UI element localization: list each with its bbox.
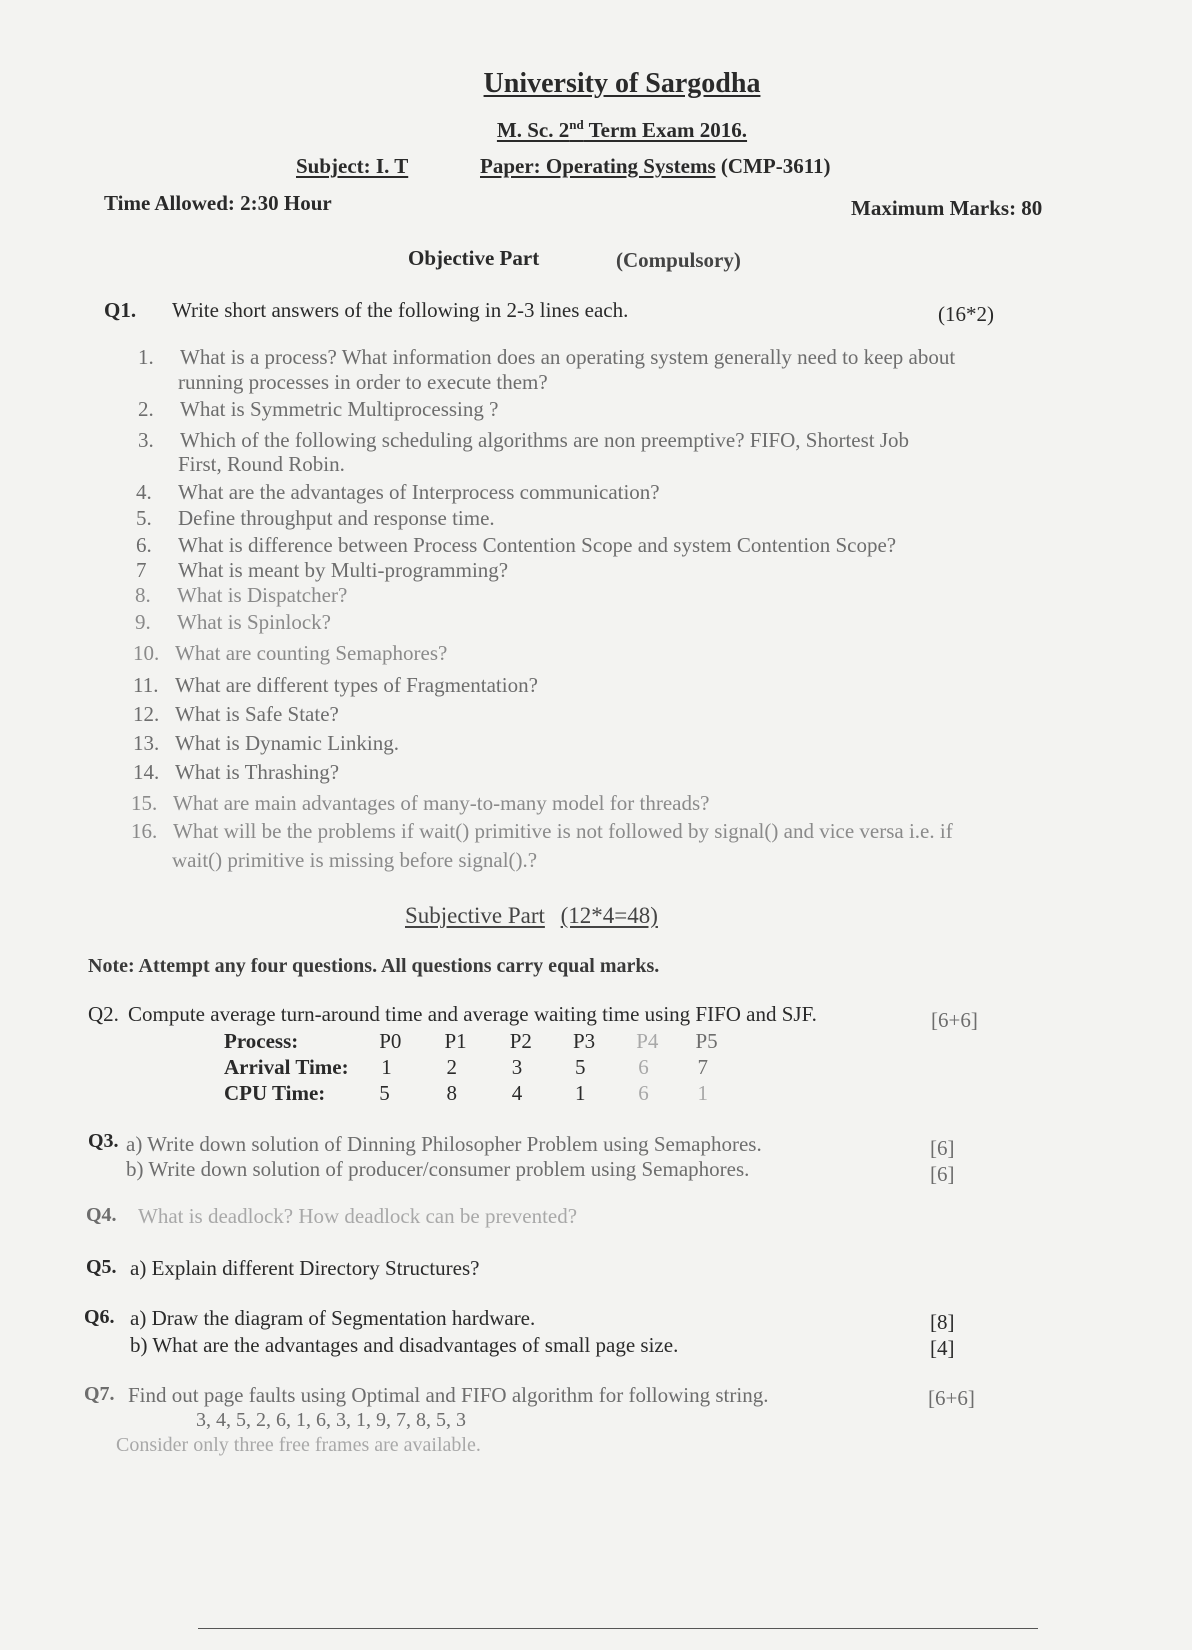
table-cell: 8 (446, 1081, 457, 1105)
subjective-title: Subjective Part (405, 903, 545, 928)
row-label: CPU Time: (224, 1081, 326, 1105)
list-item (138, 428, 909, 453)
paper-label: Paper: Operating Systems (480, 154, 716, 178)
item-number: 2. (138, 397, 154, 421)
subjective-marks: (12*4=48) (560, 903, 658, 928)
list-item (135, 610, 331, 635)
list-item (136, 533, 896, 558)
item-number: 16. (131, 819, 158, 843)
university-title: University of Sargodha (483, 68, 761, 99)
max-marks: Maximum Marks: 80 (851, 196, 1043, 220)
item-text: Which of the following scheduling algorithms are non preemptive? FIFO, Shortest Job (180, 428, 910, 452)
list-item (133, 673, 538, 698)
table-cell: P0 (379, 1029, 402, 1053)
exam-prefix: M. Sc. 2 (496, 118, 570, 142)
subjective-heading (405, 903, 658, 929)
table-cell: 7 (697, 1055, 708, 1079)
list-item (133, 731, 399, 756)
exam-title (0, 117, 1192, 143)
item-number: 14. (133, 760, 160, 784)
q7-marks: [6+6] (928, 1386, 975, 1410)
item-number: 11. (133, 673, 159, 697)
process-table (224, 1029, 738, 1107)
q5-text: a) Explain different Directory Structures? (130, 1256, 480, 1280)
q3-b-marks: [6] (930, 1162, 955, 1186)
q6-b-marks: [4] (930, 1336, 955, 1360)
item-number: 5. (136, 506, 152, 530)
item-text: What is meant by Multi-programming? (178, 558, 509, 582)
item-text: What is Dispatcher? (177, 583, 348, 607)
item-number: 9. (135, 610, 151, 634)
item-number: 6. (136, 533, 152, 557)
item-text: What is Dynamic Linking. (175, 731, 399, 755)
q6-a-text: a) Draw the diagram of Segmentation hardware. (130, 1306, 536, 1330)
item-text: What is Thrashing? (175, 760, 340, 784)
table-row (224, 1029, 738, 1055)
q4-label: Q4. (86, 1204, 117, 1226)
table-cell: 1 (575, 1081, 586, 1105)
table-cell: 1 (381, 1055, 392, 1079)
table-cell: P5 (695, 1029, 718, 1053)
item-text: What are counting Semaphores? (175, 641, 448, 665)
q2-label: Q2. (88, 1002, 119, 1026)
table-cell: 6 (638, 1055, 649, 1079)
footer-divider (198, 1628, 1038, 1629)
q2-marks: [6+6] (931, 1008, 978, 1032)
subjective-note: Note: Attempt any four questions. All questions carry equal marks. (88, 955, 660, 977)
item-number: 4. (136, 480, 152, 504)
objective-note: (Compulsory) (616, 248, 741, 272)
q1-text: Write short answers of the following in 2-3 lines each. (172, 298, 629, 322)
q6-b-text: b) What are the advantages and disadvantages of small page size. (130, 1333, 679, 1357)
item-text: What are main advantages of many-to-many model for threads? (173, 791, 710, 815)
list-item (138, 397, 498, 422)
table-cell: P4 (636, 1029, 659, 1053)
table-cell: P2 (509, 1029, 532, 1053)
item-text: Define throughput and response time. (178, 506, 495, 530)
table-cell: 6 (638, 1081, 649, 1105)
paper-line (480, 154, 831, 179)
row-label: Arrival Time: (224, 1055, 349, 1079)
objective-title: Objective Part (408, 246, 540, 270)
list-item (131, 791, 709, 816)
item-text: What are the advantages of Interprocess communication? (178, 480, 660, 504)
q2-text: Compute average turn-around time and average waiting time using FIFO and SJF. (128, 1002, 817, 1026)
q4-text: What is deadlock? How deadlock can be prevented? (138, 1204, 578, 1228)
item-text: What is Spinlock? (177, 610, 331, 634)
item-number: 1. (138, 345, 154, 369)
item-number: 10. (133, 641, 160, 665)
q6-a-marks: [8] (930, 1310, 955, 1334)
q3-a-text: a) Write down solution of Dinning Philosopher Problem using Semaphores. (126, 1132, 762, 1156)
q3-label: Q3. (88, 1130, 119, 1152)
table-cell: 3 (511, 1055, 523, 1079)
item-number: 15. (131, 791, 158, 815)
list-item (136, 558, 508, 583)
item-text: What is Safe State? (175, 702, 339, 726)
exam-suffix: Term Exam 2016. (583, 118, 748, 142)
q1-label: Q1. (104, 298, 137, 322)
item-number: 12. (133, 702, 160, 726)
list-item-continuation: wait() primitive is missing before signal().? (172, 848, 538, 872)
item-number: 13. (133, 731, 160, 755)
item-number: 7 (136, 558, 147, 582)
item-text: What are different types of Fragmentation? (175, 673, 538, 697)
q3-b-text: b) Write down solution of producer/consumer problem using Semaphores. (126, 1157, 750, 1181)
item-number: 3. (138, 428, 154, 452)
paper-code: (CMP-3611) (720, 154, 831, 178)
item-text: What is difference between Process Contention Scope and system Contention Scope? (178, 533, 897, 557)
table-cell: P1 (444, 1029, 467, 1053)
list-item (131, 819, 953, 844)
list-item (136, 480, 660, 505)
time-allowed: Time Allowed: 2:30 Hour (104, 191, 332, 215)
q7-text: Find out page faults using Optimal and FIFO algorithm for following string. (128, 1383, 769, 1407)
list-item (133, 641, 447, 666)
q3-a-marks: [6] (930, 1136, 955, 1160)
table-row (224, 1055, 738, 1081)
q1-marks: (16*2) (938, 302, 994, 326)
q5-label: Q5. (86, 1256, 117, 1278)
table-cell: 5 (379, 1081, 390, 1105)
q7-note: Consider only three free frames are available. (116, 1434, 481, 1456)
q7-string: 3, 4, 5, 2, 6, 1, 6, 3, 1, 9, 7, 8, 5, 3 (196, 1409, 466, 1431)
subject-label: Subject: I. T (296, 154, 409, 178)
exam-sup: nd (569, 117, 584, 132)
item-text: What will be the problems if wait() primitive is not followed by signal() and vice versa i.e. if (173, 819, 953, 843)
list-item-continuation: First, Round Robin. (178, 452, 345, 476)
item-number: 8. (135, 583, 151, 607)
table-cell: 5 (575, 1055, 586, 1079)
list-item (136, 506, 495, 531)
table-cell: 1 (697, 1081, 708, 1105)
list-item (133, 760, 339, 785)
list-item-continuation: running processes in order to execute them? (178, 370, 548, 394)
table-cell: 2 (446, 1055, 457, 1079)
item-text: What is a process? What information does an operating system generally need to keep about (180, 345, 956, 369)
list-item (138, 345, 955, 370)
item-text: What is Symmetric Multiprocessing ? (180, 397, 499, 421)
q7-label: Q7. (84, 1383, 115, 1405)
list-item (135, 583, 347, 608)
row-label: Process: (224, 1029, 299, 1053)
list-item (133, 702, 339, 727)
table-row (224, 1081, 738, 1107)
table-cell: 4 (511, 1081, 523, 1105)
table-cell: P3 (573, 1029, 596, 1053)
q6-label: Q6. (84, 1306, 115, 1328)
